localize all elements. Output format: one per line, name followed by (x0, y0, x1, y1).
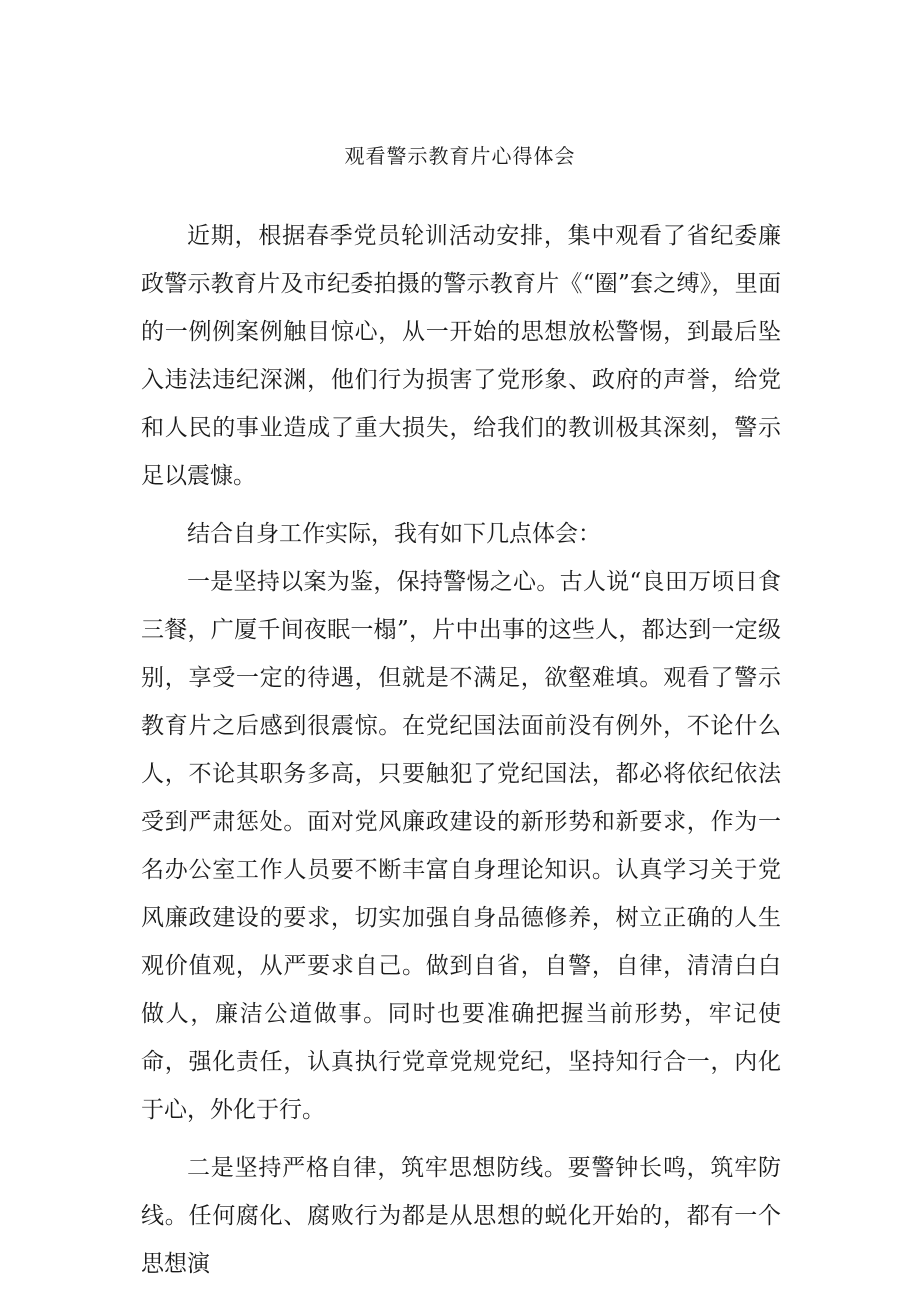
paragraph-summary-lead: 结合自身工作实际，我有如下几点体会： (187, 521, 601, 547)
paragraph-point-two: 二是坚持严格自律，筑牢思想防线。要警钟长鸣，筑牢防线。任何腐化、腐败行为都是从思想的蜕化开始的，都有一个思想演 (141, 1155, 781, 1277)
document-body (141, 212, 781, 1288)
paragraph-point-one: 一是坚持以案为鉴，保持警惕之心。古人说“良田万顷日食三餐，广厦千间夜眠一榻”，片中出事的这些人，都达到一定级别，享受一定的待遇，但就是不满足，欲壑难填。观看了警示教育片之后感到很震惊。在党纪国法面前没有例外，不论什么人，不论其职务多高，只要触犯了党纪国法，都必将依纪依法受到严肃惩处。面对党风廉政建设的新形势和新要求，作为一名办公室工作人员要不断丰富自身理论知识。认真学习关于党风廉政建设的要求，切实加强自身品德修养，树立正确的人生观价值观，从严要求自己。做到自省，自警，自律，清清白白做人，廉洁公道做事。同时也要准确把握当前形势，牢记使命，强化责任，认真执行党章党规党纪，坚持知行合一，内化于心，外化于行。 (141, 569, 781, 1123)
document-title: 观看警示教育片心得体会 (344, 144, 576, 168)
paragraph-intro: 近期，根据春季党员轮训活动安排，集中观看了省纪委廉政警示教育片及市纪委拍摄的警示教育片《“圈”套之缚》，里面的一例例案例触目惊心，从一开始的思想放松警惕，到最后坠入违法违纪深渊，他们行为损害了党形象、政府的声誉，给党和人民的事业造成了重大损失，给我们的教训极其深刻，警示足以震慷。 (141, 223, 781, 489)
